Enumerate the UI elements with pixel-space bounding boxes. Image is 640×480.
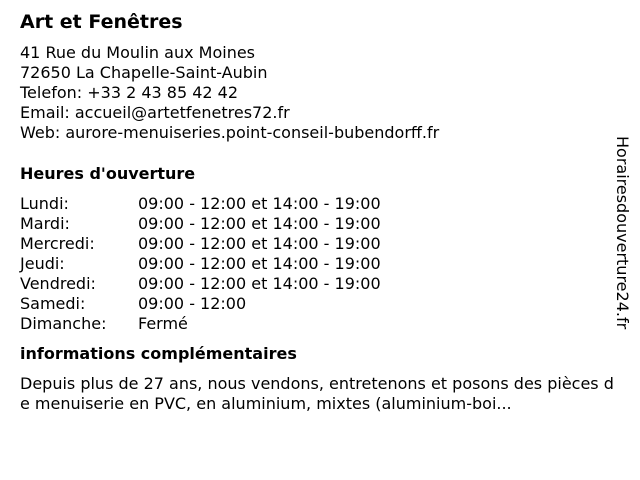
hours-day: Samedi: [20,294,86,313]
hours-day: Lundi: [20,194,69,213]
business-card [20,10,614,414]
info-description: Depuis plus de 27 ans, nous vendons, entretenons et posons des pièces de menuiserie en PVC, en aluminium, mixtes (aluminium-boi... [20,374,614,413]
email: Email: accueil@artetfenetres72.fr [20,103,290,122]
hours-time: 09:00 - 12:00 et 14:00 - 19:00 [138,214,381,233]
hours-row [20,194,610,214]
business-name: Art et Fenêtres [20,11,183,33]
hours-time: 09:00 - 12:00 et 14:00 - 19:00 [138,194,381,213]
hours-time: 09:00 - 12:00 et 14:00 - 19:00 [138,234,381,253]
hours-row [20,314,610,334]
hours-time: 09:00 - 12:00 et 14:00 - 19:00 [138,274,381,293]
hours-row [20,234,610,254]
hours-row [20,294,610,314]
hours-title: Heures d'ouverture [20,164,196,183]
hours-row [20,214,610,234]
hours-day: Dimanche: [20,314,107,333]
hours-day: Vendredi: [20,274,96,293]
hours-time: 09:00 - 12:00 [138,294,247,313]
info-title: informations complémentaires [20,344,297,363]
website: Web: aurore-menuiseries.point-conseil-bubendorff.fr [20,123,440,142]
address-line-2: 72650 La Chapelle-Saint-Aubin [20,63,268,82]
hours-day: Mardi: [20,214,70,233]
watermark: Horairesdouverture24.fr [613,136,632,330]
hours-row [20,254,610,274]
hours-time: Fermé [138,314,188,333]
hours-day: Jeudi: [20,254,65,273]
hours-time: 09:00 - 12:00 et 14:00 - 19:00 [138,254,381,273]
phone: Telefon: +33 2 43 85 42 42 [20,83,239,102]
address-line-1: 41 Rue du Moulin aux Moines [20,43,256,62]
hours-day: Mercredi: [20,234,95,253]
hours-row [20,274,610,294]
